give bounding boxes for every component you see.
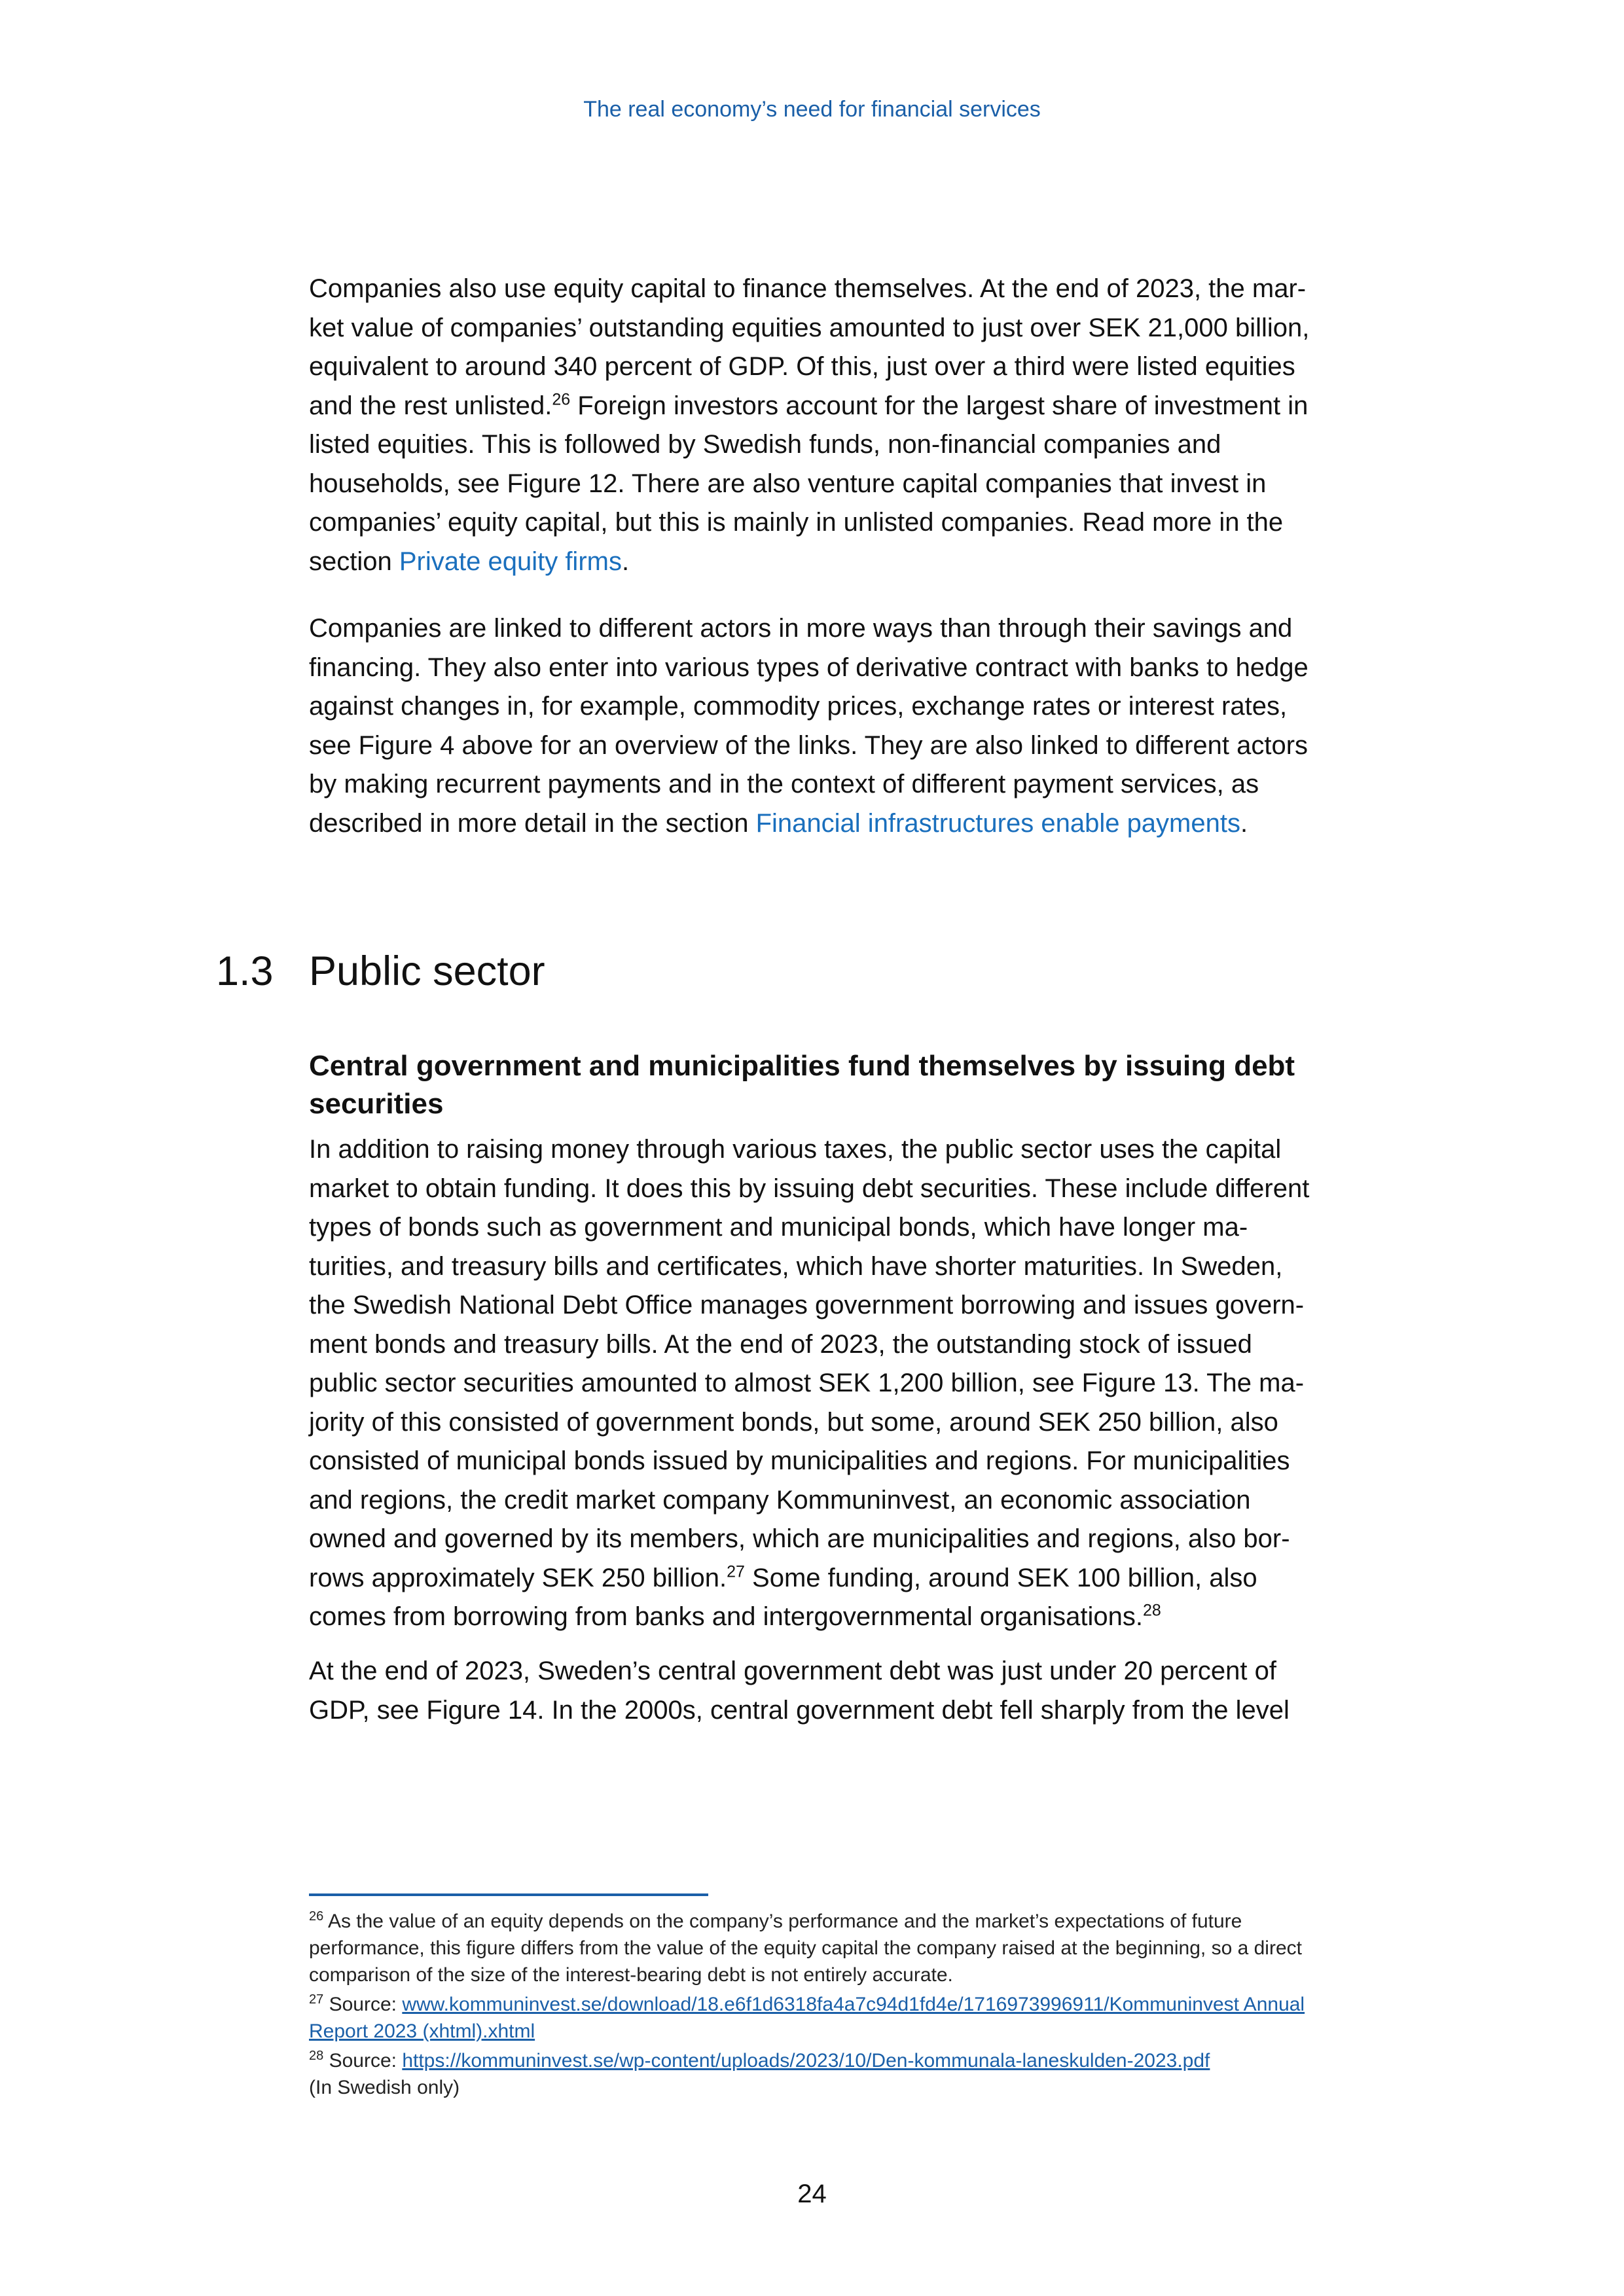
footnote-number: 26: [309, 1909, 324, 1924]
section-number: 1.3: [216, 948, 274, 994]
footnote-suffix: (In Swedish only): [309, 2077, 460, 2098]
paragraph-text: .: [1240, 808, 1248, 838]
paragraph-text: Foreign investors account for the largest share of investment in listed equities. This is followed by Swedish funds, non-financial companies and households, see Figure 12. There are also venture capital companies that invest in companies’ equity capital, but this is mainly in unlisted companies. Read more in the section: [309, 391, 1308, 576]
link-private-equity-firms[interactable]: Private equity firms: [399, 547, 622, 576]
footnote-number: 28: [309, 2049, 324, 2063]
footnote-ref-27[interactable]: 27: [727, 1562, 745, 1581]
footnote-link[interactable]: https://kommuninvest.se/wp-content/uploads/2023/10/Den-kommunala-laneskulden-2023.pdf: [402, 2050, 1210, 2072]
subheading: Central government and municipalities fund themselves by issuing debt securities: [309, 1050, 1295, 1120]
paragraph-derivatives: [309, 609, 1317, 843]
page-number: 24: [797, 2179, 827, 2208]
paragraph-text: Some funding, around SEK 100 billion, also comes from borrowing from banks and intergovernmental organisations.: [309, 1563, 1257, 1631]
section-title: Public sector: [309, 948, 545, 994]
running-header: The real economy’s need for financial services: [583, 97, 1041, 122]
paragraph-equity-capital: [309, 270, 1317, 581]
footnote-28: [309, 2047, 1330, 2101]
footnotes: [309, 1908, 1330, 2104]
paragraph-text: At the end of 2023, Sweden’s central government debt was just under 20 percent of GDP, see Figure 14. In the 2000s, central government debt fell sharply from the level: [309, 1657, 1290, 1725]
footnote-text: As the value of an equity depends on the company’s performance and the market’s expectations of future performance, this figure differs from the value of the equity capital the company raised at the beginning, so a direct comparison of the size of the interest-bearing debt is not entirely accurate.: [309, 1910, 1302, 1986]
footnote-27: [309, 1991, 1330, 2045]
paragraph-text: Companies also use equity capital to finance themselves. At the end of 2023, the market value of companies’ outstanding equities amounted to just over SEK 21,000 billion, equivalent to around 340 percent of GDP. Of this, just over a third were listed equities and the rest unlisted.: [309, 274, 1310, 420]
footnote-divider: [309, 1893, 708, 1896]
footnote-prefix: Source:: [329, 1994, 403, 2015]
footnote-ref-26[interactable]: 26: [552, 390, 571, 409]
footnote-ref-28[interactable]: 28: [1142, 1601, 1161, 1620]
footnote-link[interactable]: www.kommuninvest.se/download/18.e6f1d6318fa4a7c94d1fd4e/1716973996911/Kommuninvest Annual Report 2023 (xhtml).xhtml: [309, 1994, 1305, 2042]
paragraph-text: Companies are linked to different actors in more ways than through their savings and financing. They also enter into various types of derivative contract with banks to hedge against changes in, for example, commodity prices, exchange rates or interest rates, see Figure 4 above for an overview of the links. They are also linked to different actors by making recurrent payments and in the context of different payment services, as described in more detail in the section: [309, 614, 1308, 838]
footnote-number: 27: [309, 1992, 324, 2007]
footnote-26: [309, 1908, 1330, 1988]
paragraph-text: In addition to raising money through various taxes, the public sector uses the capital market to obtain funding. It does this by issuing debt securities. These include different types of bonds such as government and municipal bonds, which have longer maturities, and treasury bills and certificates, which have shorter maturities. In Sweden, the Swedish National Debt Office manages government borrowing and issues government bonds and treasury bills. At the end of 2023, the outstanding stock of issued public sector securities amounted to almost SEK 1,200 billion, see Figure 13. The majority of this consisted of government bonds, but some, around SEK 250 billion, also consisted of municipal bonds issued by municipalities and regions. For municipalities and regions, the credit market company Kommuninvest, an economic association owned and governed by its members, which are municipalities and regions, also borrows approximately SEK 250 billion.: [309, 1135, 1310, 1592]
paragraph-government-debt: [309, 1652, 1317, 1730]
paragraph-text: .: [621, 547, 630, 576]
footnote-prefix: Source:: [329, 2050, 403, 2072]
link-financial-infrastructures[interactable]: Financial infrastructures enable payments: [755, 808, 1240, 838]
paragraph-public-funding: [309, 1130, 1317, 1637]
